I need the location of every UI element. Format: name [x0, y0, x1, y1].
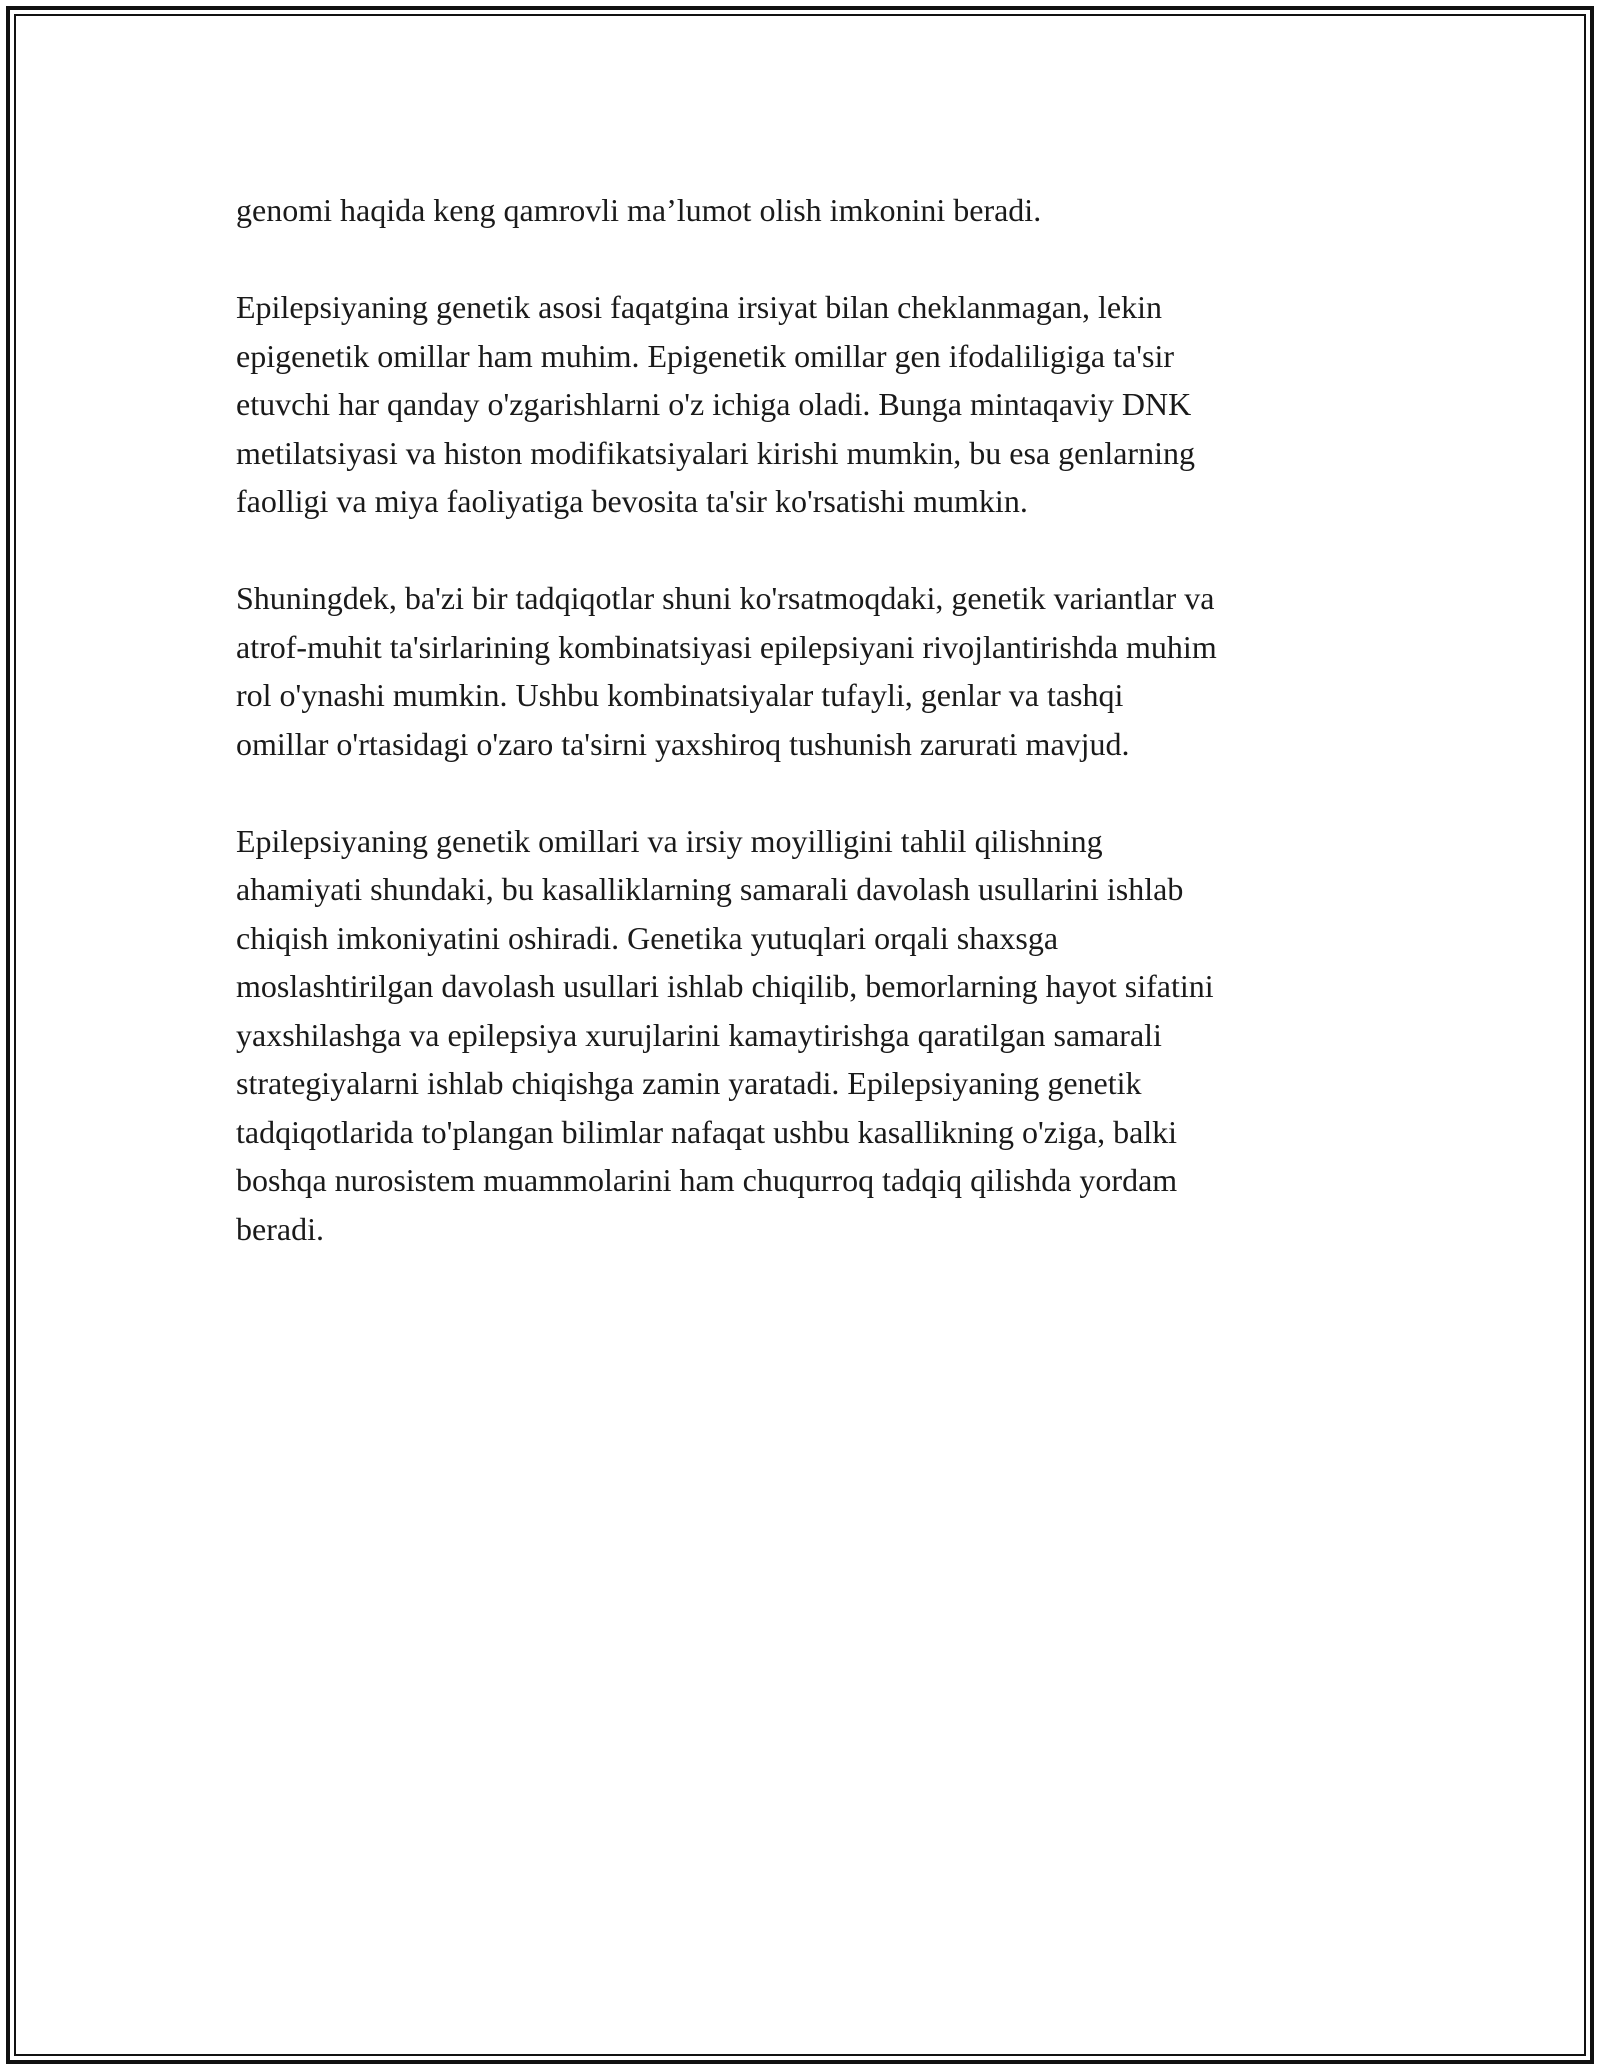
paragraph-2: Epilepsiyaning genetik asosi faqatgina irsiyat bilan cheklanmagan, lekin epigenetik omillar ham muhim. Epigenetik omillar gen ifodaliligiga ta'sir etuvchi har qanday o'zgarishlarni o'z ichiga oladi. Bunga mintaqaviy DNK metilatsiyasi va histon modifikatsiyalari kirishi mumkin, bu esa genlarning faolligi va miya faoliyatiga bevosita ta'sir ko'rsatishi mumkin. — [236, 289, 1195, 519]
paragraph-4: Epilepsiyaning genetik omillari va irsiy moyilligini tahlil qilishning ahamiyati shundaki, bu kasalliklarning samarali davolash usullarini ishlab chiqish imkoniyatini oshiradi. Genetika yutuqlari orqali shaxsga moslashtirilgan davolash usullari ishlab chiqilib, bemorlarning hayot sifatini yaxshilashga va epilepsiya xurujlarini kamaytirishga qaratilgan samarali strategiyalarni ishlab chiqishga zamin yaratadi. Epilepsiyaning genetik tadqiqotlarida to'plangan bilimlar nafaqat ushbu kasallikning o'ziga, balki boshqa nurosistem muammolarini ham chuqurroq tadqiq qilishda yordam beradi. — [236, 822, 1214, 1247]
paragraph-1: genomi haqida keng qamrovli ma’lumot olish imkonini beradi. — [236, 192, 1042, 228]
document-body — [236, 186, 1366, 1302]
paragraph-3: Shuningdek, ba'zi bir tadqiqotlar shuni ko'rsatmoqdaki, genetik variantlar va atrof-muhit ta'sirlarining kombinatsiyasi epilepsiyani rivojlantirishda muhim rol o'ynashi mumkin. Ushbu kombinatsiyalar tufayli, genlar va tashqi omillar o'rtasidagi o'zaro ta'sirni yaxshiroq tushunish zarurati mavjud. — [236, 580, 1217, 762]
